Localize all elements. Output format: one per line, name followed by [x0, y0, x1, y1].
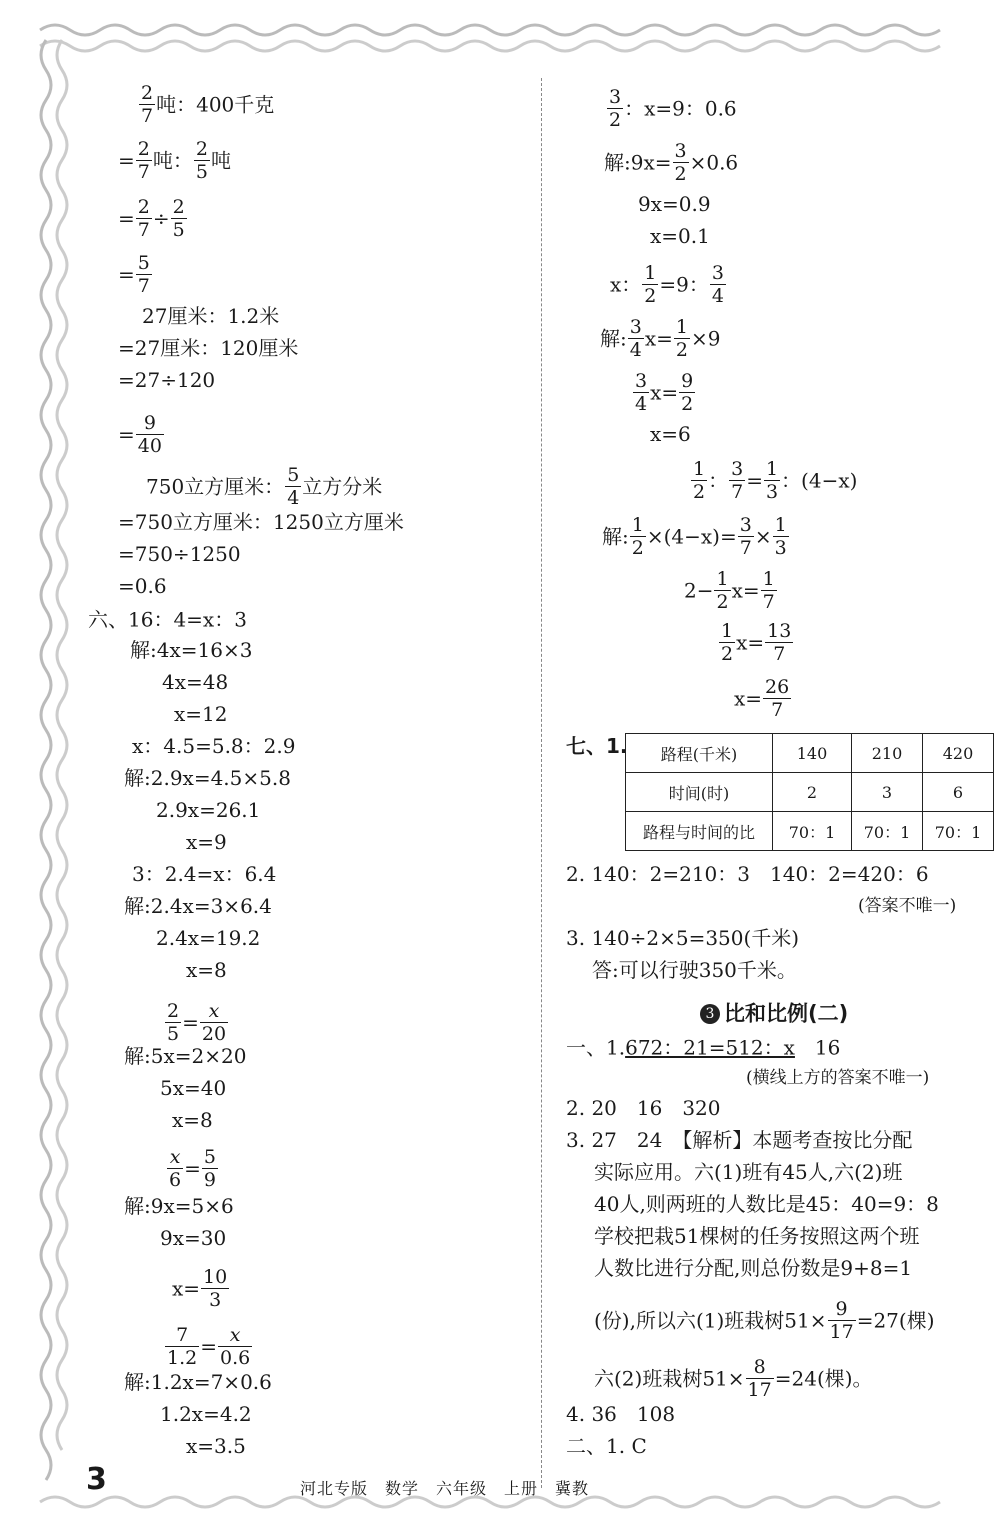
section-6-line-5: x：4.5=5.8：2.9 — [132, 734, 296, 758]
table-cell: 路程(千米) — [626, 734, 773, 773]
table-cell: 70：1 — [923, 812, 994, 851]
section-6-line-14: 解:5x=2×20 — [124, 1044, 247, 1068]
section-number-badge: 3 — [700, 1004, 720, 1024]
section-6-line-17: $\frac{x}{6}$ = $\frac{5}{9}$ — [169, 1146, 216, 1191]
page-number: 3 — [86, 1462, 107, 1497]
section-6-line-11: 2.4x=19.2 — [156, 926, 261, 950]
part-1-q4: 4. 36 108 — [566, 1402, 676, 1426]
left-line-1: $\frac{2}{7}$ 吨：400千克 — [141, 82, 275, 127]
section-6-line-23: 1.2x=4.2 — [160, 1402, 252, 1426]
section-6-line-1: 六、16：4=x：3 — [88, 607, 247, 632]
right-line-13: x= $\frac{26}{7}$ — [734, 676, 790, 721]
right-line-2: 解:9x= $\frac{3}{2}$ ×0.6 — [604, 140, 739, 185]
table-cell: 210 — [852, 734, 923, 773]
section-6-line-12: x=8 — [186, 958, 227, 982]
section-7-q3: 3. 140÷2×5=350(千米) — [566, 926, 800, 950]
section-6-line-2: 解:4x=16×3 — [130, 638, 253, 662]
right-line-7: $\frac{3}{4}$ x= $\frac{9}{2}$ — [635, 370, 694, 415]
section-6-line-24: x=3.5 — [186, 1434, 246, 1458]
table-cell: 140 — [773, 734, 852, 773]
part-1-q3-line-4: 学校把栽51棵树的任务按照这两个班 — [594, 1224, 920, 1248]
left-line-12: =0.6 — [118, 574, 167, 598]
part-2-q1: 二、1. C — [566, 1434, 647, 1458]
left-line-3: = $\frac{2}{7}$ ÷ $\frac{2}{5}$ — [118, 196, 185, 241]
part-1-q3-line-2: 实际应用。六(1)班有45人,六(2)班 — [594, 1160, 903, 1184]
section-7-q2-note: (答案不唯一) — [858, 896, 957, 916]
table-row — [626, 734, 994, 773]
section-6-line-22: 解:1.2x=7×0.6 — [124, 1370, 272, 1394]
right-line-5: x： $\frac{1}{2}$ =9： $\frac{3}{4}$ — [610, 262, 724, 307]
right-line-6: 解: $\frac{3}{4}$ x= $\frac{1}{2}$ ×9 — [600, 316, 721, 361]
fraction: $\frac{2}{7}$ — [141, 82, 154, 127]
table-cell: 时间(时) — [626, 773, 773, 812]
table-cell: 2 — [773, 773, 852, 812]
footer-text: 河北专版 数学 六年级 上册 冀教 — [300, 1479, 590, 1498]
part-1-q3-line-7: 六(2)班栽树51× $\frac{8}{17}$ =24(棵)。 — [594, 1356, 873, 1401]
section-6-line-6: 解:2.9x=4.5×5.8 — [124, 766, 291, 790]
section-6-line-10: 解:2.4x=3×6.4 — [124, 894, 272, 918]
table-cell: 70：1 — [852, 812, 923, 851]
right-line-8: x=6 — [650, 422, 691, 446]
left-line-10: =750立方厘米：1250立方厘米 — [118, 510, 404, 534]
table-row — [626, 812, 994, 851]
section-7-label: 七、1. — [566, 734, 628, 758]
right-line-4: x=0.1 — [650, 224, 710, 248]
section-7-q2: 2. 140：2=210：3 140：2=420：6 — [566, 862, 929, 886]
right-line-12: $\frac{1}{2}$ x= $\frac{13}{7}$ — [721, 620, 792, 665]
section-6-line-18: 解:9x=5×6 — [124, 1194, 234, 1218]
section-6-line-3: 4x=48 — [162, 670, 229, 694]
left-line-2: = $\frac{2}{7}$ 吨： $\frac{2}{5}$ 吨 — [118, 138, 231, 183]
part-1-q3-line-6: (份),所以六(1)班栽树51× $\frac{9}{17}$ =27(棵) — [594, 1298, 935, 1343]
table-row — [626, 773, 994, 812]
left-line-8: = $\frac{9}{40}$ — [118, 412, 162, 457]
left-line-6: =27厘米：120厘米 — [118, 336, 299, 360]
right-line-11: 2− $\frac{1}{2}$ x= $\frac{1}{7}$ — [684, 568, 775, 613]
section-6-line-8: x=9 — [186, 830, 227, 854]
section-6-line-13: $\frac{2}{5}$ = $\frac{x}{20}$ — [167, 1000, 227, 1045]
right-line-9: $\frac{1}{2}$ ： $\frac{3}{7}$ = $\frac{1}{3}$ ：(4−x) — [693, 458, 858, 503]
table-cell: 70：1 — [773, 812, 852, 851]
table-cell: 3 — [852, 773, 923, 812]
left-line-5: 27厘米：1.2米 — [142, 304, 280, 328]
part-1-q3-line-1: 3. 27 24 【解析】本题考查按比分配 — [566, 1128, 913, 1152]
part-1-q1: 一、1.672：21=512：x 16 — [566, 1035, 841, 1060]
left-line-4: = $\frac{5}{7}$ — [118, 252, 150, 297]
section-6-line-16: x=8 — [172, 1108, 213, 1132]
right-line-10: 解: $\frac{1}{2}$ ×(4−x)= $\frac{3}{7}$ × $\frac{1}{3}$ — [602, 514, 787, 559]
section-7-q3-answer: 答:可以行驶350千米。 — [592, 958, 797, 982]
column-divider — [541, 78, 542, 1488]
section-6-line-9: 3：2.4=x：6.4 — [132, 862, 277, 886]
section-6-line-21: $\frac{7}{1.2}$ = $\frac{x}{0.6}$ — [167, 1324, 251, 1369]
part-1-q3-line-5: 人数比进行分配,则总份数是9+8=1 — [594, 1256, 913, 1280]
section-6-line-19: 9x=30 — [160, 1226, 227, 1250]
section-heading: 3 比和比例(二) — [700, 1000, 848, 1026]
left-line-11: =750÷1250 — [118, 542, 241, 566]
right-line-1: $\frac{3}{2}$ ：x=9：0.6 — [609, 86, 737, 131]
part-1-q2: 2. 20 16 320 — [566, 1096, 721, 1120]
table-cell: 6 — [923, 773, 994, 812]
section-6-line-15: 5x=40 — [160, 1076, 227, 1100]
left-line-7: =27÷120 — [118, 368, 216, 392]
left-line-9: 750立方厘米： $\frac{5}{4}$ 立方分米 — [146, 464, 383, 509]
part-1-q3-line-3: 40人,则两班的人数比是45：40=9：8 — [594, 1192, 939, 1216]
section-6-line-4: x=12 — [174, 702, 228, 726]
table-cell: 路程与时间的比 — [626, 812, 773, 851]
section-6-line-7: 2.9x=26.1 — [156, 798, 261, 822]
distance-time-table — [625, 733, 994, 851]
section-6-line-20: x= $\frac{10}{3}$ — [172, 1266, 228, 1311]
part-1-q1-note: (横线上方的答案不唯一) — [746, 1068, 930, 1088]
table-cell: 420 — [923, 734, 994, 773]
right-line-3: 9x=0.9 — [638, 192, 711, 216]
